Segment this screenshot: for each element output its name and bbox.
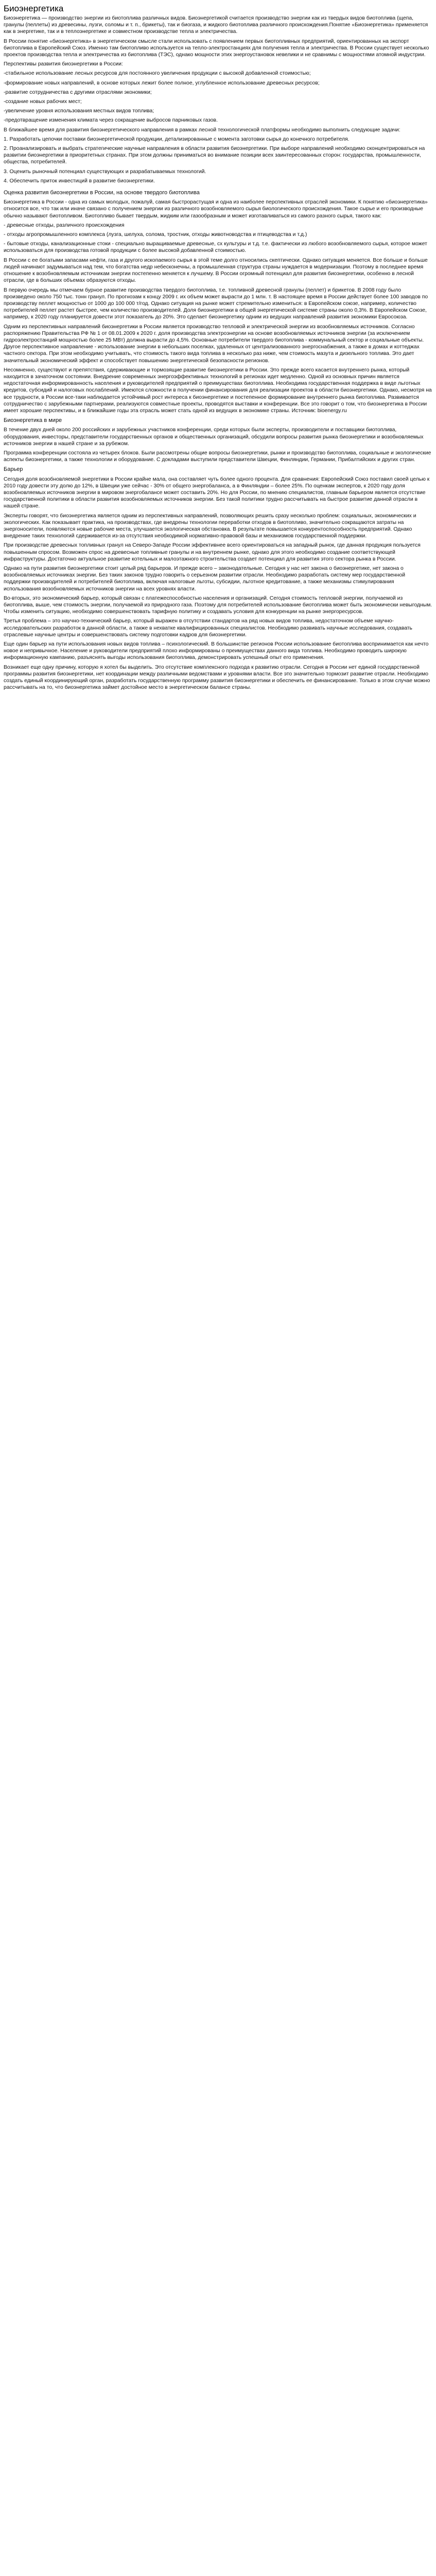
list-item: -увеличение уровня использования местных видов топлива; — [4, 108, 154, 114]
paragraph-resources: В России с ее богатыми запасами нефти, газа и другого ископаемого сырья в этой теме долго относились скептически. Однако ситуация меняется. Все больше и больше людей начинают задумываться над тем, что богатства недр небесконечны, а промышленная структура страны нуждается в модернизации. Поэтому в последнее время отношение к возобновляемым источникам энергии постепенно меняется к лучшему. В России огромный потенциал для развития биоэнергетики, особенно в лесной отрасли, где в больших объемах образуются отходы. — [4, 257, 428, 284]
paragraph-intro: Биоэнергетика — производство энергии из биотоплива различных видов. Биоэнергетикой считается производство энергии как из твердых видов биотоплива (щепа, гранулы (пеллеты) из древесины, лузги, соломы и т. п., брикеты), так и биогаза, и жидкого биотоплива различного происхождения.Понятие «Биоэнергетика» применяется как в энергетике, так и в теплоэнергетике и совместном производстве тепла и электричества. — [4, 15, 428, 35]
paragraph-conference: В течение двух дней около 200 российских и зарубежных участников конференции, среди которых были эксперты, производители и поставщики биотоплива, оборудования, инвесторы, представители государственных органов и общественных организаций, обсудили вопросы развития рынка биоэнергетики и возобновляемых источников энергии в нашей стране и за рубежом. — [4, 427, 424, 447]
paragraph-russia-concept: В России понятие «биоэнергетика» в энергетическом смысле стали использовать с появлением первых биотопливных предприятий, ориентированных на экспорт биотоплива в Европейский Союз. Именно там биотопливо используется на тепло-электростанциях для получения тепла и электричества. В России существует несколько проектов производства тепла и электричества из биотоплива (ТЭС), однако мощности этих энергоустановок невелики и не сравнимы с мощностями атомной индустрии. — [4, 38, 429, 58]
list-item: -формирование новых направлений, в основе которых лежит более полное, углубленное использование древесных ресурсов; — [4, 80, 320, 86]
list-item: - отходы агропромышленного комплекса (лузга, шелуха, солома, тростник, отходы животноводства и птицеводства и т.д.) — [4, 232, 307, 238]
section-heading-assessment: Оценка развития биоэнергетики в России, на основе твердого биотоплива — [4, 190, 200, 196]
list-item: -создание новых рабочих мест; — [4, 99, 82, 105]
list-item: -предотвращение изменения климата через сокращение выбросов парниковых газов. — [4, 117, 218, 124]
section-heading-world: Биоэнергетика в мире — [4, 417, 62, 424]
numbered-item: 3. Оценить рыночный потенциал существующих и разрабатываемых технологий. — [4, 168, 206, 175]
paragraph-obstacles: Несомненно, существуют и препятствия, сдерживающие и тормозящие развитие биоэнергетики в России. Это прежде всего касается внутреннего рынка, который находится в зачаточном состоянии. Внедрение современных энергоэффективных технологий в регионах идет медленно. Одной из основных причин является недостаточная информированность населения и руководителей предприятий о преимуществах биотоплива. Необходима государственная поддержка в виде льготных кредитов, субсидий и налоговых послаблений. Имеются сложности в получении финансирования для реализации проектов в области биоэнергетики. Однако, несмотря на все трудности, в России все-таки наблюдается устойчивый рост интереса к биоэнергетике и постепенное формирование внутреннего рынка биотоплива. Развивается сотрудничество с зарубежными партнерами, реализуются совместные проекты, проводятся выставки и конференции. Все это говорит о том, что биоэнергетика в России имеет хорошие перспективы, и в ближайшие годы эта отрасль может стать одной из ведущих в экономике страны. Источник: bioenergy.ru — [4, 367, 432, 414]
paragraph-economic-barrier: Во-вторых, это экономический барьер, который связан с платежеспособностью населения и организаций. Сегодня стоимость тепловой энергии, получаемой из биотоплива, выше, чем стоимость энергии, получаемой из природного газа. Поэтому для потребителей использование биотоплива может быть экономически невыгодным. Чтобы изменить ситуацию, необходимо совершенствовать тарифную политику и создавать условия для конкуренции на рынке энергоресурсов. — [4, 595, 432, 615]
paragraph-prospects-heading: Перспективы развития биоэнергетики в России: — [4, 61, 123, 67]
section-heading-barrier: Барьер — [4, 466, 23, 473]
numbered-item: 2. Проанализировать и выбрать стратегические научные направления в области развития биоэнергетики. При выборе направлений необходимо сконцентрироваться на развитии биоэнергетики в приоритетных странах. При этом должны приниматься во внимание позиции всех заинтересованных сторон: государства, промышленности, общества, потребителей. — [4, 146, 425, 165]
paragraph-northwest: При производстве древесных топливных гранул на Северо-Западе России эффективнее всего ориентироваться на западный рынок, где данная продукция пользуется повышенным спросом. Возможен спрос на древесные топливные гранулы и на внутреннем рынке, однако для этого необходимо создание соответствующей инфраструктуры. Достаточно актуальное развитие котельных и малоэтажного строительства создает потенциал для развития этого сектора рынка в России. — [4, 543, 421, 562]
numbered-item: 4. Обеспечить приток инвестиций в развитие биоэнергетики. — [4, 178, 155, 184]
list-item: -развитие сотрудничества с другими отраслями экономики; — [4, 89, 152, 95]
paragraph-bioenergy-russia: Биоэнергетика в России - одна из самых молодых, пожалуй, самая быстрорастущая и одна из наиболее перспективных отраслей экономики. К понятию «биоэнергетика» относится все, что так или иначе связано с получением энергии из различного возобновляемого сырья биологического происхождения. Такое сырье и его производные обычно называют биотопливом. Биотопливо бывает твердым, жидким или газообразным и может изготавливаться из самого разного сырья, такого как: — [4, 199, 428, 219]
page-title: Биоэнергетика — [4, 4, 64, 13]
paragraph-tasks-intro: В ближайшее время для развития биоэнергетического направления в рамках лесной технологической платформы необходимо выполнить следующие задачи: — [4, 127, 400, 133]
paragraph-technical-barrier: Третья проблема – это научно-технический барьер, который выражен в отсутствии стандартов на ряд новых видов топлива, недостаточном объеме научно-исследовательских разработок в данной области, а также в нехватке квалифицированных специалистов. Необходимо развивать научные исследования, создавать отраслевые научные центры и совершенствовать систему подготовки кадров для биоэнергетики. — [4, 618, 412, 638]
paragraph-conclusion: Возникает еще одну причину, которую я хотел бы выделить. Это отсутствие комплексного подхода к развитию отрасли. Сегодня в России нет единой государственной программы развития биоэнергетики, нет координации между различными ведомствами и уровнями власти. Все это значительно тормозит развитие отрасли. Необходимо создать единый координирующий орган, разработать государственную программу развития биоэнергетики и обеспечить ее финансирование. Только в этом случае можно рассчитывать на то, что биоэнергетика займет достойное место в энергетическом балансе страны. — [4, 664, 430, 691]
article-body — [4, 15, 432, 691]
list-item: -стабильное использование лесных ресурсов для постоянного увеличения продукции с высокой добавленной стоимостью; — [4, 71, 311, 77]
paragraph-psychological-barrier: Еще один барьер на пути использования новых видов топлива – психологический. В большинстве регионов России использование биотоплива воспринимается как нечто новое и непривычное. Население и руководители предприятий плохо информированы о преимуществах данного вида топлива. Необходимо проводить широкую информационную кампанию, разъяснять выгоды использования биотоплива, демонстрировать успешный опыт его применения. — [4, 641, 429, 661]
paragraph-share: Сегодня доля возобновляемой энергетики в России крайне мала, она составляет чуть более одного процента. Для сравнения: Европейский Союз поставил своей целью к 2010 году довести эту долю до 12%, в Швеции уже сейчас - 30% от общего энергобаланса, а в Финляндии – более 25%. По оценкам экспертов, к 2020 году доля возобновляемых источников энергии в мировом энергобалансе может составить 20%. Но для России, по мнению специалистов, главным барьером является отсутствие государственной политики в области развития возобновляемых источников энергии. Без такой политики трудно рассчитывать на быстрое развитие данной отрасли в нашей стране. — [4, 476, 430, 510]
paragraph-pellets: В первую очередь мы отмечаем бурное развитие производства твердого биотоплива, т.е. топливной древесной гранулы (пеллет) и брикетов. В 2008 году было произведено около 750 тыс. тонн гранул. По прогнозам к концу 2009 г. их объем может вырасти до 1 млн. т. В настоящее время в России действует более 100 заводов по производству пеллет мощностью от 1000 до 100 000 т/год. Однако ситуация на рынке может стремительно измениться: в Европейском союзе, например, количество потребителей пеллет растет быстрее, чем количество производителей. Доля биоэнергетики в общей энергетической системе страны около 0,3%. В Европейском Союзе, например, к 2020 году планируется довести этот показатель до 20%. Это сделает биоэнергетику одним из ведущих направлений развития экономики Евросоюза. — [4, 287, 428, 320]
numbered-item: 1. Разработать цепочки поставки биоэнергетической продукции, детализированные с момента заготовки сырья до конечного потребителя. — [4, 136, 350, 142]
paragraph-program: Программа конференции состояла из четырех блоков. Были рассмотрены общие вопросы биоэнергетики, рынки и производство биотоплива, социальные и экологические аспекты биоэнергетики, а также технологии и оборудование. С докладами выступили представители Швеции, Финляндии, Германии, Прибалтийских и других стран. — [4, 450, 431, 463]
list-item: - бытовые отходы, канализационные стоки - специально выращиваемые древесные, сх культуры и т.д. т.е. фактически из любого возобновляемого сырья, которое может использоваться для производства готовой продукции с более высокой добавленной стоимостью. — [4, 241, 427, 254]
paragraph-heat-power: Одним из перспективных направлений биоэнергетики в России является производство тепловой и электрической энергии из возобновляемых источников. Согласно распоряжению Правительства РФ № 1 от 08.01.2009 к 2020 г. доля производства электроэнергии на основе возобновляемых источников энергии (за исключением гидроэлектростанций мощностью более 25 МВт) должна вырасти до 4,5%. Основные потребители твердого биотоплива - коммунальный сектор и социальные объекты. Другое перспективное направление - использование энергии в небольших поселках, удаленных от централизованного энергоснабжения, а также в домах и коттеджах частного сектора. При этом необходимо учитывать, что стоимость такого вида топлива в несколько раз ниже, чем стоимость мазута и дизельного топлива. Это дает значительный экономический эффект и способствует повышению энергетической безопасности регионов. — [4, 324, 424, 364]
paragraph-legal-barrier: Однако на пути развития биоэнергетики стоит целый ряд барьеров. И прежде всего – законодательные. Сегодня у нас нет закона о биоэнергетике, нет закона о возобновляемых источниках энергии. Без таких законов трудно говорить о серьезном развитии отрасли. Необходимо разработать систему мер государственной поддержки производителей и потребителей биотоплива, включая налоговые льготы, субсидии, льготное кредитование, а также механизмы стимулирования использования возобновляемых источников энергии на всех уровнях власти. — [4, 566, 406, 592]
list-item: - древесные отходы, различного происхождения — [4, 222, 125, 228]
paragraph-experts: Эксперты говорят, что биоэнергетика является одним из перспективных направлений, позволяющих решить сразу несколько проблем: социальных, экономических и экологических. Как показывает практика, на производствах, где внедрены технологии переработки отходов в биотопливо, значительно сокращаются затраты на энергоносители, появляются новые рабочие места, улучшается экологическая обстановка. В результате повышается конкурентоспособность предприятий. Однако внедрение таких технологий сдерживается из-за отсутствия необходимой нормативно-правовой базы и механизмов государственной поддержки. — [4, 513, 416, 539]
